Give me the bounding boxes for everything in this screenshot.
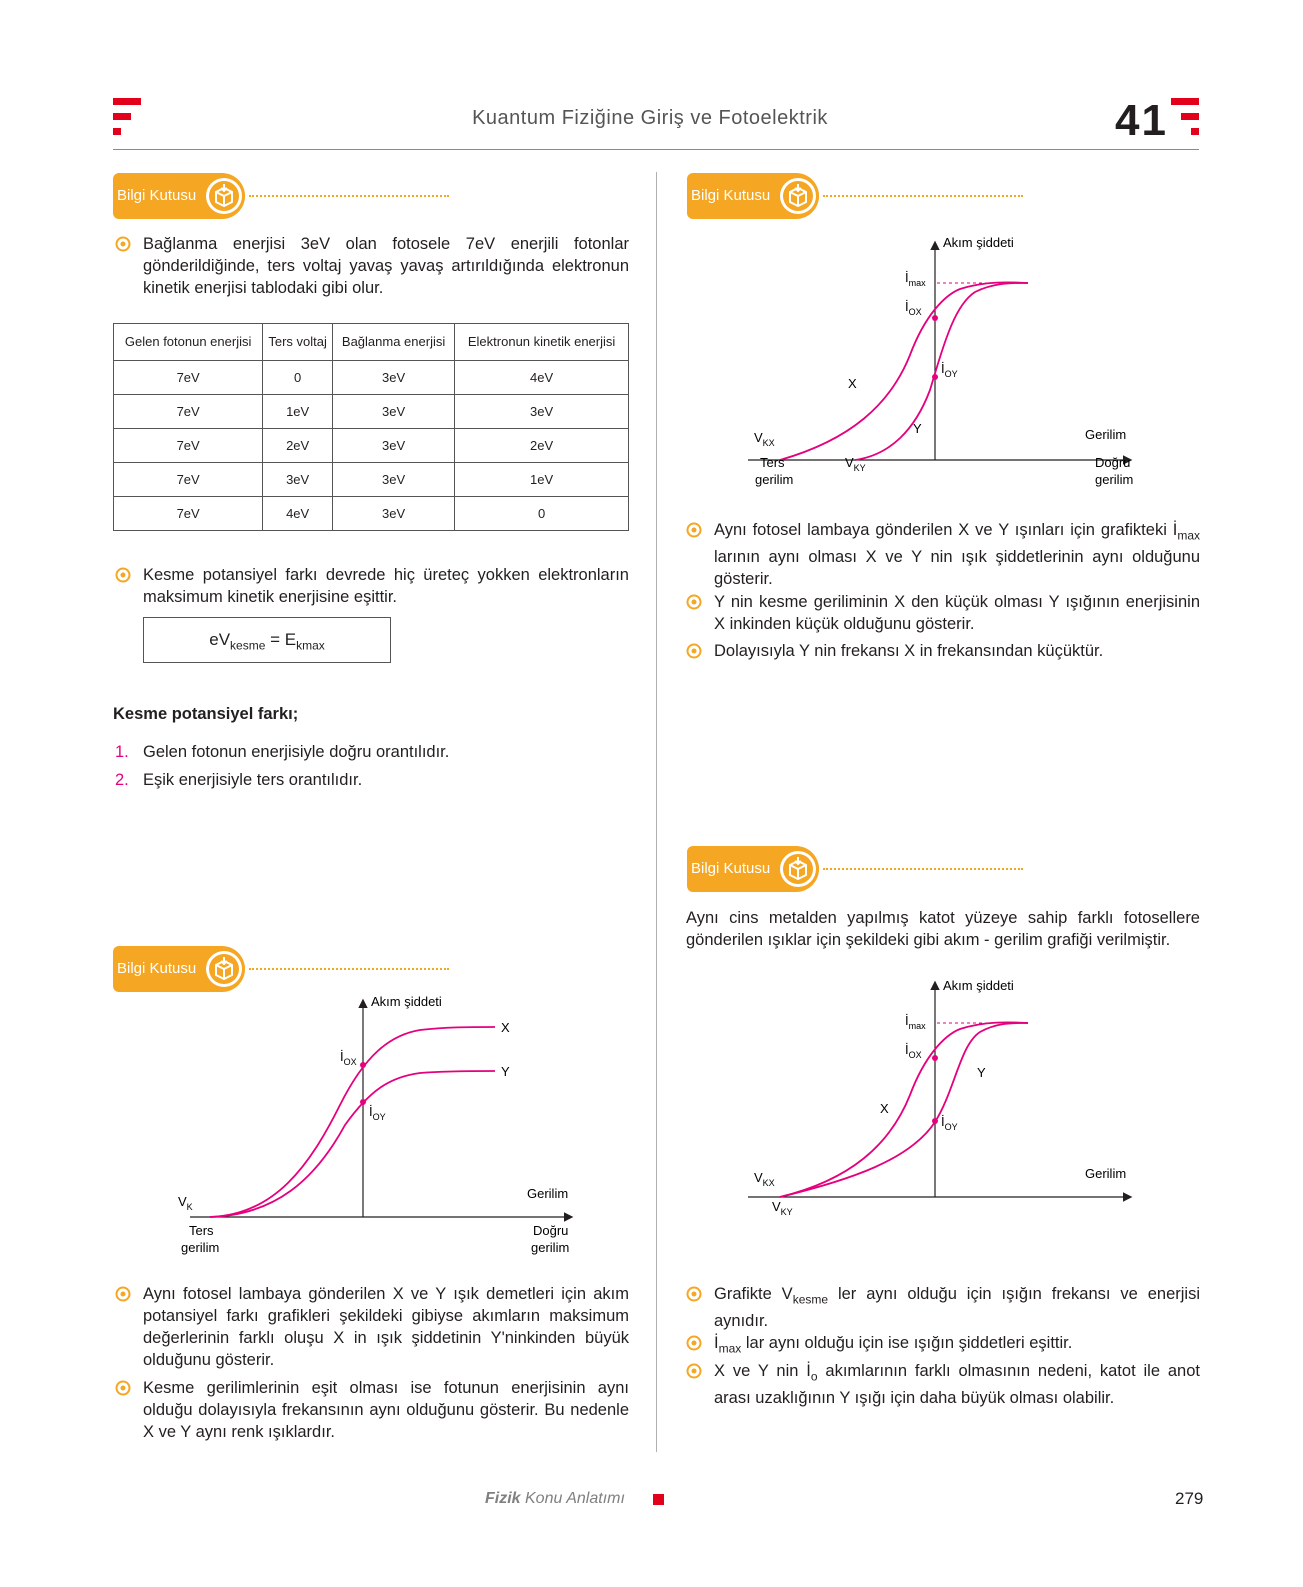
gear-bullet-icon [686, 1363, 702, 1379]
formula-box: $eV_{kesme} = E_{kmax}$ [143, 617, 391, 663]
info-box-badge [113, 946, 383, 992]
table-row: 7eV 4eV 3eV 0 [114, 497, 629, 531]
label-vkx: $V_{KX}$ [754, 1170, 775, 1188]
label-iox: $İ_{OX}$ [340, 1049, 357, 1067]
info-box-label: Bilgi Kutusu [691, 187, 771, 204]
box-icon [777, 175, 819, 217]
curve-label-y: Y [977, 1065, 986, 1080]
label-reverse-2: gerilim [181, 1240, 220, 1255]
gear-bullet-icon [686, 594, 702, 610]
info-box-label: Bilgi Kutusu [691, 860, 771, 877]
gear-bullet-icon [115, 567, 131, 583]
bullet-same-frequency: Grafikte $V_{kesme}$ ler aynı olduğu için ışığın frekansı ve enerjisi aynıdır. [714, 1283, 1200, 1332]
curve-label-x: X [848, 376, 857, 391]
table-header: Bağlanma enerjisi [332, 324, 454, 361]
label-reverse-2: gerilim [755, 472, 794, 487]
graph-same-intensity [740, 235, 1140, 505]
label-vkx: $V_{KX}$ [754, 430, 775, 448]
info-box-badge [113, 173, 383, 219]
gear-bullet-icon [686, 643, 702, 659]
label-ioy: $İ_{OY}$ [369, 1104, 386, 1122]
label-forward-1: Doğru [533, 1223, 569, 1238]
header-rule [113, 149, 1199, 150]
footer-marker [653, 1494, 664, 1505]
table-row: 7eV 3eV 3eV 1eV [114, 463, 629, 497]
intro-paragraph: Aynı cins metalden yapılmış katot yüzeye sahip farklı fotosellere gönderilen ışıklar için şekildeki gibi akım - gerilim grafiği verilmiştir. [686, 909, 1200, 949]
curve-label-x: X [880, 1101, 889, 1116]
label-forward-2: gerilim [1095, 472, 1134, 487]
list-item: 1. Gelen fotonun enerjisiyle doğru orantılıdır. [115, 743, 450, 761]
label-ioy: $İ_{OY}$ [941, 1114, 958, 1132]
label-imax: $İ_{max}$ [905, 270, 926, 288]
axis-label-voltage: Gerilim [1085, 427, 1127, 442]
gear-bullet-icon [686, 1286, 702, 1302]
chapter-number: 41 [1115, 96, 1168, 145]
label-vky: $V_{KY}$ [845, 455, 866, 473]
label-reverse-1: Ters [760, 455, 785, 470]
axis-label-current: Akım şiddeti [943, 235, 1014, 250]
table-header: Elektronun kinetik enerjisi [455, 324, 629, 361]
axis-label-voltage: Gerilim [1085, 1166, 1127, 1181]
gear-bullet-icon [115, 1380, 131, 1396]
gear-bullet-icon [686, 1335, 702, 1351]
label-vky: $V_{KY}$ [772, 1199, 793, 1217]
curve-label-y: Y [913, 421, 922, 436]
table-header: Ters voltaj [263, 324, 333, 361]
section-heading: Kesme potansiyel farkı; [113, 705, 299, 723]
column-divider [656, 172, 657, 1452]
bullet-same-intensity: $İ_{max}$ lar aynı olduğu için ise ışığın şiddetleri eşittir. [714, 1332, 1200, 1359]
bullet-stopping-potential: Kesme potansiyel farkı devrede hiç üreteç yokken elektronların maksimum kinetik enerjisine eşittir. [143, 564, 629, 608]
bullet-same-imax: Aynı fotosel lambaya gönderilen X ve Y ışınları için grafikteki $İ_{max}$ larının aynı olması X ve Y nin ışık şiddetlerinin aynı olduğunu gösterir. [714, 519, 1200, 590]
axis-label-current: Akım şiddeti [371, 995, 442, 1009]
kinetic-energy-table [113, 323, 629, 531]
bullet-same-color: Kesme gerilimlerinin eşit olması ise fotunun enerjisinin aynı olduğu dolayısıyla frekansının aynı olduğunu gösterir. Bu nedenle X ve Y aynı renk ışıklardır. [143, 1377, 629, 1443]
box-icon [203, 948, 245, 990]
page-number: 279 [1175, 1489, 1204, 1508]
gear-bullet-icon [686, 522, 702, 538]
axis-label-voltage: Gerilim [527, 1186, 569, 1201]
page-header-title: Kuantum Fiziğine Giriş ve Fotoelektrik [472, 107, 828, 129]
list-item: 2. Eşik enerjisiyle ters orantılıdır. [115, 771, 363, 789]
label-forward-1: Doğru [1095, 455, 1131, 470]
label-ioy: $İ_{OY}$ [941, 361, 958, 379]
table-row: 7eV 1eV 3eV 3eV [114, 395, 629, 429]
graph-different-cathode-distance [740, 975, 1140, 1230]
info-box-badge [687, 173, 957, 219]
label-vk: $V_K$ [178, 1194, 193, 1212]
bullet-cathode-distance: X ve Y nin $İ_o$ akımlarının farklı olmasının nedeni, katot ile anot arası uzaklığının Y ışığı için daha büyük olması olabilir. [714, 1360, 1200, 1409]
box-icon [203, 175, 245, 217]
table-row: 7eV 2eV 3eV 2eV [114, 429, 629, 463]
curve-label-x: X [501, 1020, 510, 1035]
bullet-binding-energy: Bağlanma enerjisi 3eV olan fotosele 7eV enerjili fotonlar gönderildiğinde, ters voltaj yavaş yavaş artırıldığında elektronun kinetik enerjisi tablodaki gibi olur. [143, 233, 629, 299]
graph-different-intensity [165, 995, 590, 1260]
curve-label-y: Y [501, 1064, 510, 1079]
info-box-label: Bilgi Kutusu [117, 960, 197, 977]
bullet-y-lower-frequency: Dolayısıyla Y nin frekansı X in frekansından küçüktür. [714, 640, 1200, 662]
label-iox: $İ_{OX}$ [905, 299, 922, 317]
gear-bullet-icon [115, 1286, 131, 1302]
bullet-y-lower-energy: Y nin kesme geriliminin X den küçük olması Y ışığının enerjisinin X inkinden küçük olduğunu gösterir. [714, 591, 1200, 635]
label-iox: $İ_{OX}$ [905, 1042, 922, 1060]
label-imax: $İ_{max}$ [905, 1013, 926, 1031]
label-reverse-1: Ters [189, 1223, 214, 1238]
info-box-label: Bilgi Kutusu [117, 187, 197, 204]
table-header: Gelen fotonun enerjisi [114, 324, 263, 361]
box-icon [777, 848, 819, 890]
gear-bullet-icon [115, 236, 131, 252]
label-forward-2: gerilim [531, 1240, 570, 1255]
axis-label-current: Akım şiddeti [943, 978, 1014, 993]
table-row: 7eV 0 3eV 4eV [114, 361, 629, 395]
footer-book-title: Fizik Konu Anlatımı [485, 1490, 625, 1507]
info-box-badge [687, 846, 957, 892]
bullet-x-higher-intensity: Aynı fotosel lambaya gönderilen X ve Y ışık demetleri için akım potansiyel farkı grafikleri şekildeki gibiyse akımların maksimum değerlerinin farklı oluşu X in ışık şiddetinin Y'ninkinden büyük olduğunu gösterir. [143, 1283, 629, 1371]
